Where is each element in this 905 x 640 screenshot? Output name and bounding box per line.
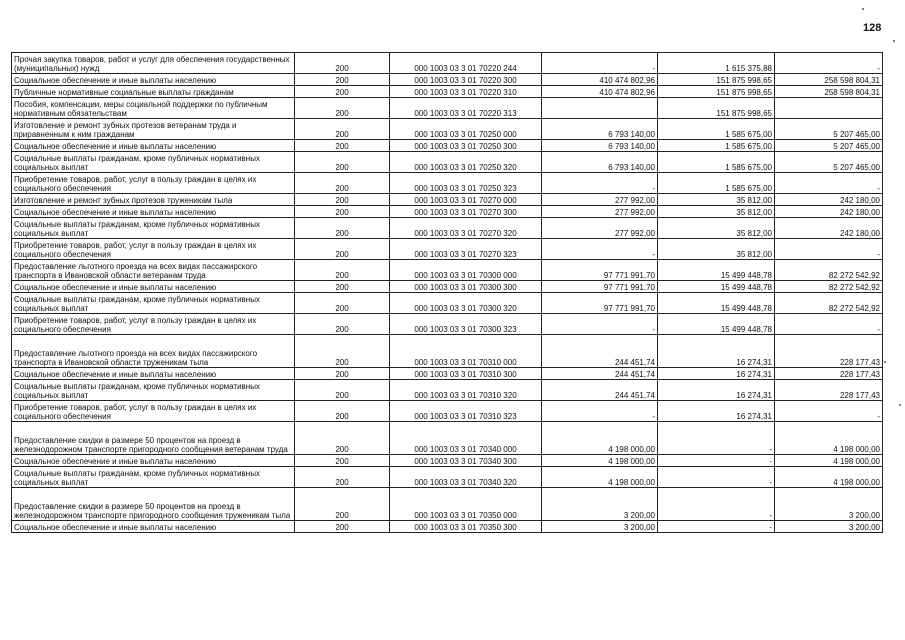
executed-amount-cell: - (658, 467, 775, 488)
admin-code-cell: 200 (295, 314, 390, 335)
admin-code-cell: 200 (295, 152, 390, 173)
executed-amount-cell: - (658, 422, 775, 455)
executed-amount-cell: 35 812,00 (658, 206, 775, 218)
unexecuted-amount-cell: - (775, 173, 883, 194)
budget-code-cell: 000 1003 03 3 01 70270 000 (390, 194, 542, 206)
row-name-cell: Прочая закупка товаров, работ и услуг для обеспечения государственных (муниципальных) нужд (12, 53, 295, 74)
admin-code-cell: 200 (295, 206, 390, 218)
budget-code-cell: 000 1003 03 3 01 70300 320 (390, 293, 542, 314)
executed-amount-cell: 35 812,00 (658, 194, 775, 206)
table-row (12, 521, 883, 533)
row-name-cell: Изготовление и ремонт зубных протезов ветеранам труда и приравненным к ним гражданам (12, 119, 295, 140)
table-row (12, 422, 883, 455)
row-name-cell: Предоставление льготного проезда на всех видах пассажирского транспорта в Ивановской области труженикам тыла (12, 335, 295, 368)
executed-amount-cell: 15 499 448,78 (658, 293, 775, 314)
executed-amount-cell: 15 499 448,78 (658, 314, 775, 335)
row-name-cell: Социальное обеспечение и иные выплаты населению (12, 206, 295, 218)
unexecuted-amount-cell: 242 180,00 (775, 218, 883, 239)
admin-code-cell: 200 (295, 218, 390, 239)
executed-amount-cell: 16 274,31 (658, 380, 775, 401)
executed-amount-cell: 16 274,31 (658, 335, 775, 368)
unexecuted-amount-cell: 82 272 542,92 (775, 281, 883, 293)
executed-amount-cell: 151 875 998,65 (658, 86, 775, 98)
approved-amount-cell: - (542, 239, 658, 260)
approved-amount-cell: 3 200,00 (542, 521, 658, 533)
executed-amount-cell: 1 585 675,00 (658, 152, 775, 173)
admin-code-cell: 200 (295, 140, 390, 152)
budget-code-cell: 000 1003 03 3 01 70250 300 (390, 140, 542, 152)
row-name-cell: Приобретение товаров, работ, услуг в пользу граждан в целях их социального обеспечения (12, 314, 295, 335)
budget-code-cell: 000 1003 03 3 01 70310 300 (390, 368, 542, 380)
unexecuted-amount-cell: 242 180,00 (775, 194, 883, 206)
budget-code-cell: 000 1003 03 3 01 70300 323 (390, 314, 542, 335)
row-name-cell: Приобретение товаров, работ, услуг в пользу граждан в целях их социального обеспечения (12, 239, 295, 260)
admin-code-cell: 200 (295, 86, 390, 98)
budget-code-cell: 000 1003 03 3 01 70310 000 (390, 335, 542, 368)
unexecuted-amount-cell: 3 200,00 (775, 521, 883, 533)
admin-code-cell: 200 (295, 335, 390, 368)
approved-amount-cell: 410 474 802,96 (542, 86, 658, 98)
table-row (12, 467, 883, 488)
approved-amount-cell: 244 451,74 (542, 335, 658, 368)
table-row (12, 281, 883, 293)
budget-code-cell: 000 1003 03 3 01 70270 323 (390, 239, 542, 260)
scan-speck (884, 361, 886, 363)
table-row (12, 86, 883, 98)
approved-amount-cell: - (542, 173, 658, 194)
approved-amount-cell: 4 198 000,00 (542, 467, 658, 488)
row-name-cell: Социальное обеспечение и иные выплаты населению (12, 521, 295, 533)
executed-amount-cell: 35 812,00 (658, 218, 775, 239)
approved-amount-cell: - (542, 53, 658, 74)
budget-code-cell: 000 1003 03 3 01 70310 323 (390, 401, 542, 422)
executed-amount-cell: 1 615 375,88 (658, 53, 775, 74)
table-row (12, 119, 883, 140)
row-name-cell: Социальные выплаты гражданам, кроме публичных нормативных социальных выплат (12, 380, 295, 401)
budget-code-cell: 000 1003 03 3 01 70340 320 (390, 467, 542, 488)
unexecuted-amount-cell: 228 177,43 (775, 368, 883, 380)
admin-code-cell: 200 (295, 422, 390, 455)
budget-code-cell: 000 1003 03 3 01 70350 000 (390, 488, 542, 521)
unexecuted-amount-cell: 4 198 000,00 (775, 422, 883, 455)
admin-code-cell: 200 (295, 281, 390, 293)
row-name-cell: Пособия, компенсации, меры социальной поддержки по публичным нормативным обязательствам (12, 98, 295, 119)
approved-amount-cell: - (542, 401, 658, 422)
approved-amount-cell: 6 793 140,00 (542, 140, 658, 152)
table-row (12, 206, 883, 218)
executed-amount-cell: 1 585 675,00 (658, 173, 775, 194)
table-row (12, 314, 883, 335)
admin-code-cell: 200 (295, 239, 390, 260)
budget-code-cell: 000 1003 03 3 01 70340 000 (390, 422, 542, 455)
executed-amount-cell: 15 499 448,78 (658, 281, 775, 293)
executed-amount-cell: 35 812,00 (658, 239, 775, 260)
admin-code-cell: 200 (295, 173, 390, 194)
approved-amount-cell: 97 771 991,70 (542, 281, 658, 293)
table-row (12, 140, 883, 152)
executed-amount-cell: - (658, 521, 775, 533)
budget-code-cell: 000 1003 03 3 01 70220 313 (390, 98, 542, 119)
approved-amount-cell: 97 771 991,70 (542, 260, 658, 281)
table-row (12, 335, 883, 368)
admin-code-cell: 200 (295, 98, 390, 119)
scan-speck (862, 8, 864, 10)
unexecuted-amount-cell: 4 198 000,00 (775, 467, 883, 488)
budget-code-cell: 000 1003 03 3 01 70220 244 (390, 53, 542, 74)
row-name-cell: Социальное обеспечение и иные выплаты населению (12, 74, 295, 86)
executed-amount-cell: 15 499 448,78 (658, 260, 775, 281)
table-row (12, 380, 883, 401)
admin-code-cell: 200 (295, 467, 390, 488)
unexecuted-amount-cell: 258 598 804,31 (775, 74, 883, 86)
admin-code-cell: 200 (295, 260, 390, 281)
budget-execution-table (11, 52, 883, 533)
budget-code-cell: 000 1003 03 3 01 70350 300 (390, 521, 542, 533)
admin-code-cell: 200 (295, 488, 390, 521)
scan-speck (893, 40, 895, 42)
executed-amount-cell: 16 274,31 (658, 401, 775, 422)
admin-code-cell: 200 (295, 521, 390, 533)
table-row (12, 74, 883, 86)
executed-amount-cell: 151 875 998,65 (658, 98, 775, 119)
admin-code-cell: 200 (295, 293, 390, 314)
unexecuted-amount-cell: - (775, 53, 883, 74)
unexecuted-amount-cell: 228 177,43 (775, 335, 883, 368)
approved-amount-cell: 6 793 140,00 (542, 152, 658, 173)
unexecuted-amount-cell: - (775, 314, 883, 335)
unexecuted-amount-cell: 5 207 465,00 (775, 119, 883, 140)
budget-code-cell: 000 1003 03 3 01 70270 320 (390, 218, 542, 239)
unexecuted-amount-cell: 5 207 465,00 (775, 140, 883, 152)
unexecuted-amount-cell: 228 177,43 (775, 380, 883, 401)
unexecuted-amount-cell: 3 200,00 (775, 488, 883, 521)
admin-code-cell: 200 (295, 380, 390, 401)
approved-amount-cell (542, 98, 658, 119)
admin-code-cell: 200 (295, 401, 390, 422)
row-name-cell: Социальные выплаты гражданам, кроме публичных нормативных социальных выплат (12, 218, 295, 239)
approved-amount-cell: 410 474 802,96 (542, 74, 658, 86)
admin-code-cell: 200 (295, 455, 390, 467)
budget-code-cell: 000 1003 03 3 01 70220 310 (390, 86, 542, 98)
table-row (12, 53, 883, 74)
approved-amount-cell: 4 198 000,00 (542, 455, 658, 467)
unexecuted-amount-cell: 258 598 804,31 (775, 86, 883, 98)
row-name-cell: Социальное обеспечение и иные выплаты населению (12, 455, 295, 467)
unexecuted-amount-cell: 4 198 000,00 (775, 455, 883, 467)
admin-code-cell: 200 (295, 74, 390, 86)
row-name-cell: Социальное обеспечение и иные выплаты населению (12, 140, 295, 152)
executed-amount-cell: 1 585 675,00 (658, 140, 775, 152)
budget-code-cell: 000 1003 03 3 01 70340 300 (390, 455, 542, 467)
row-name-cell: Публичные нормативные социальные выплаты гражданам (12, 86, 295, 98)
row-name-cell: Приобретение товаров, работ, услуг в пользу граждан в целях их социального обеспечения (12, 401, 295, 422)
row-name-cell: Предоставление льготного проезда на всех видах пассажирского транспорта в Ивановской области ветеранам труда (12, 260, 295, 281)
row-name-cell: Социальное обеспечение и иные выплаты населению (12, 368, 295, 380)
admin-code-cell: 200 (295, 368, 390, 380)
row-name-cell: Социальные выплаты гражданам, кроме публичных нормативных социальных выплат (12, 152, 295, 173)
table-row (12, 194, 883, 206)
table-row (12, 218, 883, 239)
table-row (12, 173, 883, 194)
row-name-cell: Социальные выплаты гражданам, кроме публичных нормативных социальных выплат (12, 293, 295, 314)
unexecuted-amount-cell: 5 207 465,00 (775, 152, 883, 173)
admin-code-cell: 200 (295, 53, 390, 74)
budget-code-cell: 000 1003 03 3 01 70270 300 (390, 206, 542, 218)
executed-amount-cell: - (658, 455, 775, 467)
executed-amount-cell: 16 274,31 (658, 368, 775, 380)
table-row (12, 239, 883, 260)
approved-amount-cell: 97 771 991,70 (542, 293, 658, 314)
row-name-cell: Изготовление и ремонт зубных протезов труженикам тыла (12, 194, 295, 206)
approved-amount-cell: 277 992,00 (542, 194, 658, 206)
admin-code-cell: 200 (295, 119, 390, 140)
approved-amount-cell: - (542, 314, 658, 335)
row-name-cell: Предоставление скидки в размере 50 процентов на проезд в железнодорожном транспорте пригородного сообщения ветеранам труда (12, 422, 295, 455)
row-name-cell: Социальные выплаты гражданам, кроме публичных нормативных социальных выплат (12, 467, 295, 488)
table-row (12, 401, 883, 422)
table-row (12, 368, 883, 380)
executed-amount-cell: 151 875 998,65 (658, 74, 775, 86)
row-name-cell: Приобретение товаров, работ, услуг в пользу граждан в целях их социального обеспечения (12, 173, 295, 194)
row-name-cell: Социальное обеспечение и иные выплаты населению (12, 281, 295, 293)
table-row (12, 293, 883, 314)
unexecuted-amount-cell: - (775, 401, 883, 422)
budget-code-cell: 000 1003 03 3 01 70250 320 (390, 152, 542, 173)
unexecuted-amount-cell: 82 272 542,92 (775, 260, 883, 281)
table-row (12, 455, 883, 467)
unexecuted-amount-cell: - (775, 239, 883, 260)
approved-amount-cell: 277 992,00 (542, 206, 658, 218)
unexecuted-amount-cell: 82 272 542,92 (775, 293, 883, 314)
approved-amount-cell: 6 793 140,00 (542, 119, 658, 140)
budget-code-cell: 000 1003 03 3 01 70300 300 (390, 281, 542, 293)
unexecuted-amount-cell (775, 98, 883, 119)
scan-speck (899, 404, 901, 406)
budget-code-cell: 000 1003 03 3 01 70250 323 (390, 173, 542, 194)
table-row (12, 98, 883, 119)
budget-code-cell: 000 1003 03 3 01 70310 320 (390, 380, 542, 401)
table-body (12, 53, 883, 533)
approved-amount-cell: 244 451,74 (542, 368, 658, 380)
table-row (12, 260, 883, 281)
row-name-cell: Предоставление скидки в размере 50 процентов на проезд в железнодорожном транспорте пригородного сообщения труженикам тыла (12, 488, 295, 521)
approved-amount-cell: 277 992,00 (542, 218, 658, 239)
table-row (12, 488, 883, 521)
budget-code-cell: 000 1003 03 3 01 70250 000 (390, 119, 542, 140)
approved-amount-cell: 244 451,74 (542, 380, 658, 401)
budget-code-cell: 000 1003 03 3 01 70220 300 (390, 74, 542, 86)
budget-code-cell: 000 1003 03 3 01 70300 000 (390, 260, 542, 281)
unexecuted-amount-cell: 242 180,00 (775, 206, 883, 218)
approved-amount-cell: 4 198 000,00 (542, 422, 658, 455)
table-row (12, 152, 883, 173)
executed-amount-cell: 1 585 675,00 (658, 119, 775, 140)
page-number: 128 (863, 22, 882, 34)
executed-amount-cell: - (658, 488, 775, 521)
admin-code-cell: 200 (295, 194, 390, 206)
approved-amount-cell: 3 200,00 (542, 488, 658, 521)
